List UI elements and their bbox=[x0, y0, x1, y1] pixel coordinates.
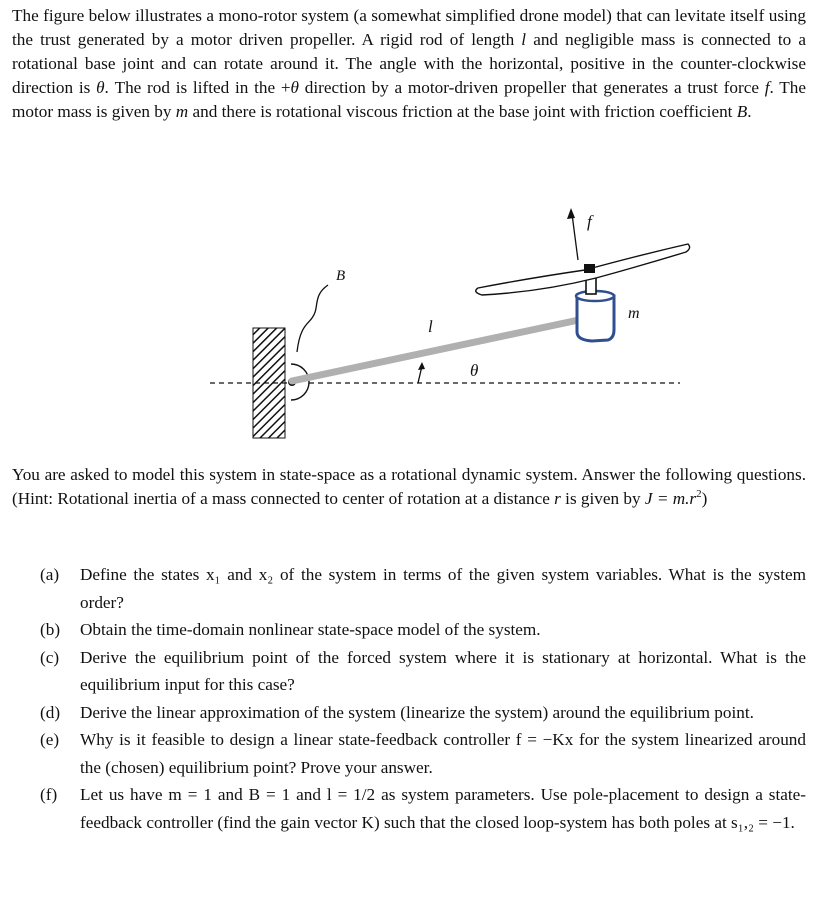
question-item: (a) Define the states x₁ and x₂ of the system in terms of the given system variables. What is the system order? bbox=[40, 565, 806, 612]
question-item: (f) Let us have m = 1 and B = 1 and l = 1/2 as system parameters. Use pole-placement to design a state-feedback controller (find the gain vector K) such that the closed loop-system has both poles at s₁,₂ = −1. bbox=[40, 785, 806, 832]
rod bbox=[292, 318, 588, 381]
label-f: f bbox=[587, 212, 592, 231]
label-theta: θ bbox=[470, 361, 479, 380]
label-B: B bbox=[336, 268, 346, 284]
propeller bbox=[476, 244, 690, 295]
question-item: (e) Why is it feasible to design a linear state-feedback controller f = −Kx for the system linearized around the (chosen) equilibrium point? Prove your answer. bbox=[40, 730, 806, 777]
label-l: l bbox=[428, 317, 433, 336]
mono-rotor-figure bbox=[200, 200, 700, 450]
intro-paragraph: The figure below illustrates a mono-rotor system (a somewhat simplified drone model) that can levitate itself using the trust generated by a motor driven propeller. A rigid rod of length l and negligible mass is connected to a rotational base joint and can rotate around it. The angle with the horizontal, positive in the counter-clockwise direction is θ. The rod is lifted in the +θ direction by a motor-driven propeller that generates a trust force f. The motor mass is given by m and there is rotational viscous friction at the base joint with friction coefficient B. bbox=[12, 6, 806, 121]
question-item: (b) Obtain the time-domain nonlinear state-space model of the system. bbox=[40, 620, 541, 639]
question-item: (c) Derive the equilibrium point of the forced system where it is stationary at horizontal. What is the equilibrium input for this case? bbox=[40, 647, 806, 694]
friction-arrow bbox=[297, 285, 328, 352]
question-list bbox=[40, 561, 806, 836]
question-item: (d) Derive the linear approximation of the system (linearize the system) around the equilibrium point. bbox=[40, 702, 754, 722]
label-m: m bbox=[628, 305, 640, 322]
task-paragraph: You are asked to model this system in state-space as a rotational dynamic system. Answer the following questions. (Hint: Rotational inertia of a mass connected to center of rotation at a distance r is given by $J = m.r^2$) bbox=[12, 465, 806, 508]
force-arrow bbox=[572, 214, 578, 260]
